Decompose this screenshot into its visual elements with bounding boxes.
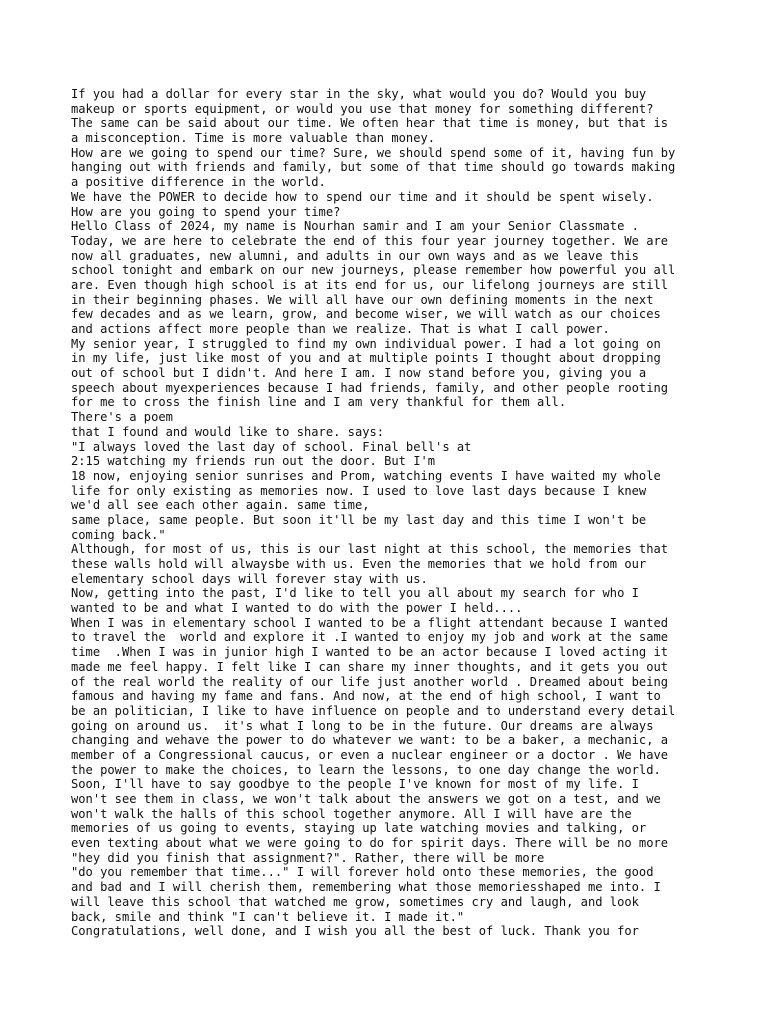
- text-line: be an politician, I like to have influence on people and to understand every detail: [71, 703, 676, 718]
- text-line: a misconception. Time is more valuable than money.: [71, 131, 436, 146]
- text-line: coming back.": [71, 527, 166, 542]
- text-line: even texting about what we were going to do for spirit days. There will be no more: [71, 836, 669, 851]
- text-line: that I found and would like to share. says:: [71, 424, 385, 439]
- text-line: When I was in elementary school I wanted to be a flight attendant because I wanted: [71, 615, 669, 630]
- text-line: to travel the world and explore it .I wanted to enjoy my job and work at the same: [71, 630, 669, 645]
- text-line: "do you remember that time..." I will forever hold onto these memories, the good: [71, 865, 654, 880]
- text-line: back, smile and think "I can't believe it. I made it.": [71, 909, 465, 924]
- text-line: few decades and as we learn, grow, and become wiser, we will watch as our choices: [71, 307, 661, 322]
- text-line: 2:15 watching my friends run out the door. But I'm: [71, 454, 436, 469]
- text-line: now all graduates, new alumni, and adults in our own ways and as we leave this: [71, 248, 639, 263]
- text-line: we'd all see each other again. same time,: [71, 498, 370, 513]
- text-line: speech about myexperiences because I had friends, family, and other people rooting: [71, 380, 669, 395]
- text-line: member of a Congressional caucus, or even a nuclear engineer or a doctor . We have: [71, 747, 669, 762]
- text-line: school tonight and embark on our new journeys, please remember how powerful you all: [71, 263, 676, 278]
- text-line: Soon, I'll have to say goodbye to the people I've known for most of my life. I: [71, 777, 639, 792]
- text-line: a positive difference in the world.: [71, 175, 326, 190]
- text-line: of the real world the reality of our life just another world . Dreamed about being: [71, 674, 669, 689]
- text-line: made me feel happy. I felt like I can share my inner thoughts, and it gets you out: [71, 659, 669, 674]
- text-line: How are you going to spend your time?: [71, 204, 341, 219]
- text-line: Hello Class of 2024, my name is Nourhan samir and I am your Senior Classmate .: [71, 219, 639, 234]
- text-line: elementary school days will forever stay with us.: [71, 571, 428, 586]
- text-line: makeup or sports equipment, or would you use that money for something different?: [71, 101, 654, 116]
- text-line: 18 now, enjoying senior sunrises and Prom, watching events I have waited my whole: [71, 468, 661, 483]
- text-line: How are we going to spend our time? Sure, we should spend some of it, having fun by: [71, 145, 676, 160]
- text-line: going on around us. it's what I long to be in the future. Our dreams are always: [71, 718, 654, 733]
- text-line: If you had a dollar for every star in the sky, what would you do? Would you buy: [71, 87, 647, 101]
- text-line: We have the POWER to decide how to spend our time and it should be spent wisely.: [71, 189, 654, 204]
- text-line: time .When I was in junior high I wanted to be an actor because I loved acting it: [71, 645, 669, 660]
- text-line: in my life, just like most of you and at multiple points I thought about dropping: [71, 351, 661, 366]
- text-line: Although, for most of us, this is our last night at this school, the memories that: [71, 542, 669, 557]
- text-line: The same can be said about our time. We often hear that time is money, but that is: [71, 116, 669, 131]
- text-line: wanted to be and what I wanted to do with the power I held....: [71, 601, 523, 616]
- text-line: "I always loved the last day of school. Final bell's at: [71, 439, 472, 454]
- text-line: "hey did you finish that assignment?". Rather, there will be more: [71, 850, 545, 865]
- text-line: famous and having my fame and fans. And now, at the end of high school, I want to: [71, 689, 661, 704]
- text-line: life for only existing as memories now. I used to love last days because I knew: [71, 483, 647, 498]
- text-line: and actions affect more people than we realize. That is what I call power.: [71, 322, 610, 336]
- text-line: these walls hold will alwaysbe with us. Even the memories that we hold from our: [71, 557, 647, 571]
- text-line: changing and wehave the power to do whatever we want: to be a baker, a mechanic, a: [71, 733, 669, 748]
- text-line: won't see them in class, we won't talk about the answers we got on a test, and we: [71, 792, 661, 806]
- text-line: out of school but I didn't. And here I am. I now stand before you, giving you a: [71, 366, 647, 381]
- document-body: [71, 87, 711, 939]
- text-line: Congratulations, well done, and I wish you all the best of luck. Thank you for: [71, 924, 639, 939]
- text-line: hanging out with friends and family, but some of that time should go towards making: [71, 160, 676, 175]
- text-line: the power to make the choices, to learn the lessons, to one day change the world.: [71, 762, 661, 777]
- text-line: won't walk the halls of this school together anymore. All I will have are the: [71, 806, 632, 821]
- text-line: memories of us going to events, staying up late watching movies and talking, or: [71, 821, 647, 836]
- text-line: in their beginning phases. We will all have our own defining moments in the next: [71, 292, 654, 307]
- text-line: are. Even though high school is at its end for us, our lifelong journeys are still: [71, 277, 669, 292]
- text-line: same place, same people. But soon it'll be my last day and this time I won't be: [71, 512, 647, 527]
- text-line: My senior year, I struggled to find my own individual power. I had a lot going on: [71, 336, 661, 351]
- text-line: and bad and I will cherish them, remembering what those memoriesshaped me into. I: [71, 880, 661, 895]
- text-line: Now, getting into the past, I'd like to tell you all about my search for who I: [71, 586, 639, 601]
- text-line: for me to cross the finish line and I am very thankful for them all.: [71, 395, 567, 410]
- text-line: Today, we are here to celebrate the end of this four year journey together. We are: [71, 233, 669, 248]
- text-line: There's a poem: [71, 410, 173, 425]
- text-line: will leave this school that watched me grow, sometimes cry and laugh, and look: [71, 894, 639, 909]
